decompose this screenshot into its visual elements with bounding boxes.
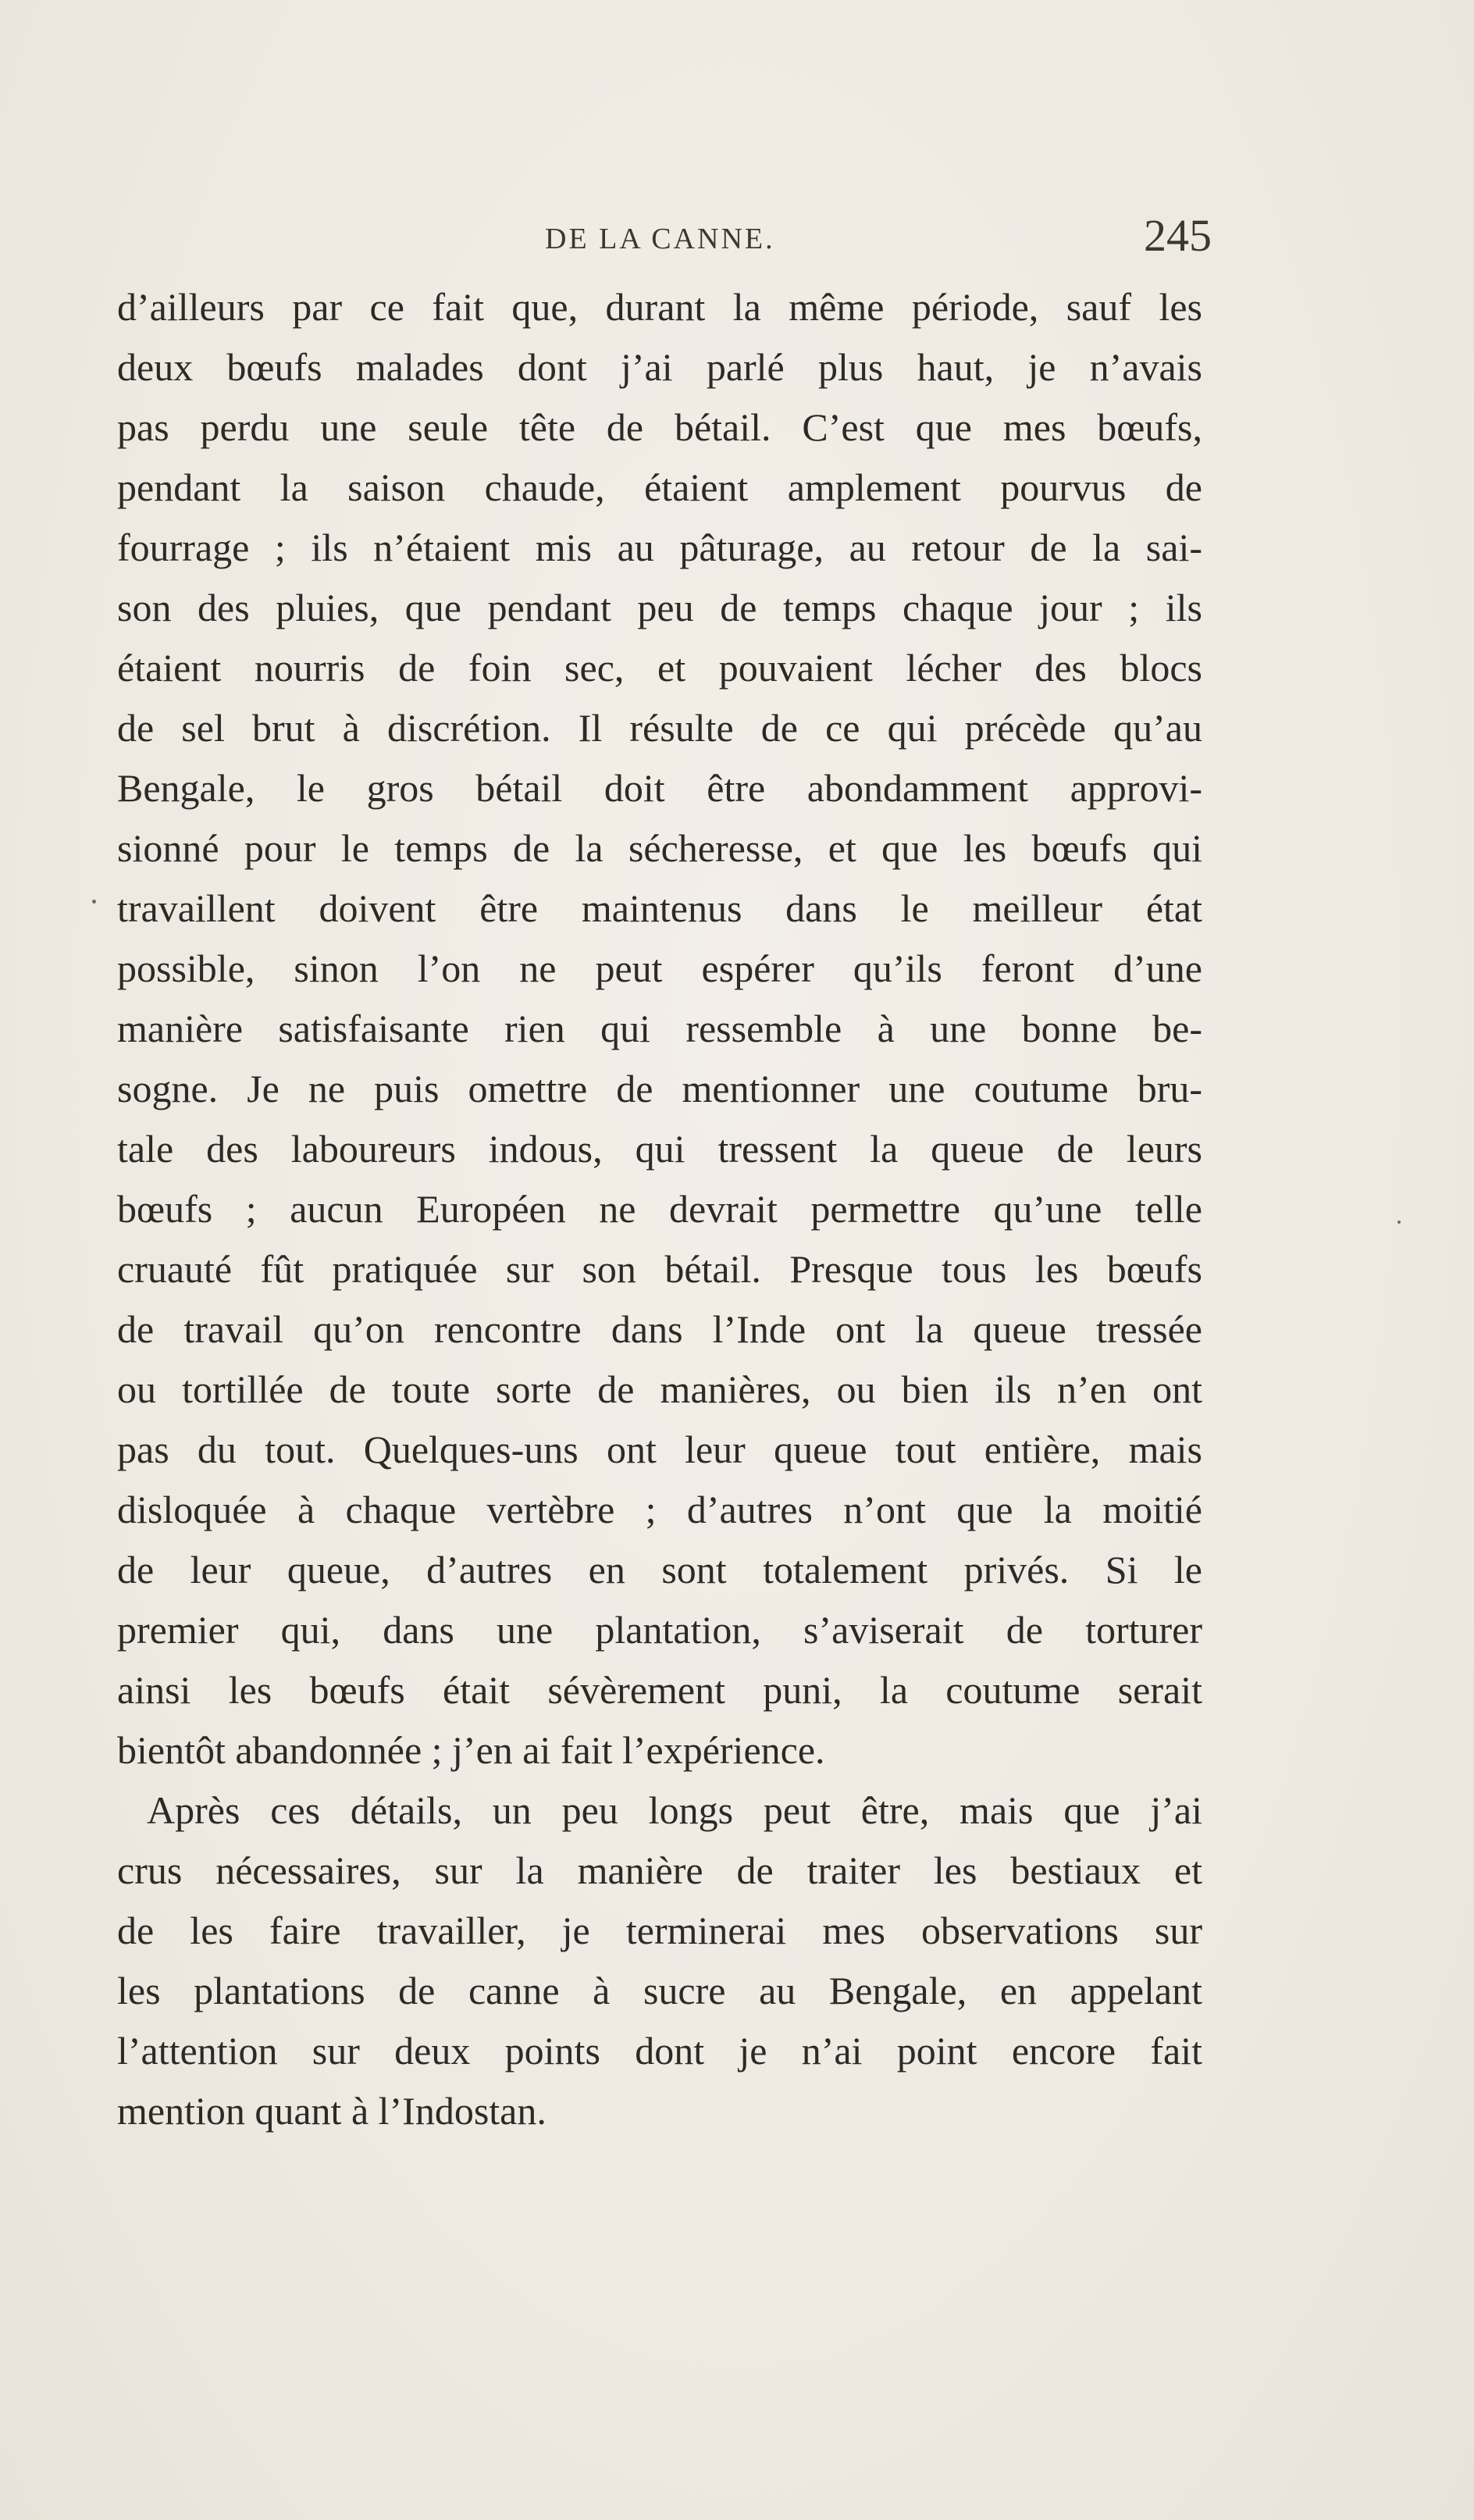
running-title: DE LA CANNE. bbox=[545, 223, 775, 255]
text-line: Après ces détails, un peu longs peut être, mais que j’ai bbox=[147, 1788, 1202, 1832]
text-line: les plantations de canne à sucre au Bengale, en appelant bbox=[117, 1969, 1202, 2012]
text-line: de sel brut à discrétion. Il résulte de ce qui précède qu’au bbox=[117, 706, 1202, 750]
text-line: ou tortillée de toute sorte de manières, ou bien ils n’en ont bbox=[117, 1367, 1202, 1411]
text-line: crus nécessaires, sur la manière de traiter les bestiaux et bbox=[117, 1848, 1202, 1892]
text-line: manière satisfaisante rien qui ressemble à une bonne be- bbox=[117, 1007, 1202, 1050]
running-head bbox=[117, 211, 1210, 266]
paper-speck bbox=[92, 900, 96, 904]
text-line: l’attention sur deux points dont je n’ai point encore fait bbox=[117, 2029, 1202, 2073]
text-line: de les faire travailler, je terminerai mes observations sur bbox=[117, 1909, 1202, 1952]
text-line: mention quant à l’Indostan. bbox=[117, 2089, 547, 2133]
page-number: 245 bbox=[1144, 210, 1212, 261]
text-line: fourrage ; ils n’étaient mis au pâturage, au retour de la sai- bbox=[117, 526, 1202, 569]
text-line: son des pluies, que pendant peu de temps chaque jour ; ils bbox=[117, 586, 1202, 629]
text-line: bientôt abandonnée ; j’en ai fait l’expérience. bbox=[117, 1728, 825, 1772]
text-line: étaient nourris de foin sec, et pouvaient lécher des blocs bbox=[117, 646, 1202, 690]
text-line: cruauté fût pratiquée sur son bétail. Presque tous les bœufs bbox=[117, 1247, 1202, 1291]
text-line: tale des laboureurs indous, qui tressent la queue de leurs bbox=[117, 1127, 1202, 1171]
text-line: pas du tout. Quelques-uns ont leur queue tout entière, mais bbox=[117, 1428, 1202, 1471]
text-line: Bengale, le gros bétail doit être abondamment approvi- bbox=[117, 766, 1202, 810]
text-line: travaillent doivent être maintenus dans le meilleur état bbox=[117, 886, 1202, 930]
text-line: de leur queue, d’autres en sont totalement privés. Si le bbox=[117, 1548, 1202, 1591]
text-line: ainsi les bœufs était sévèrement puni, la coutume serait bbox=[117, 1668, 1202, 1712]
text-line: d’ailleurs par ce fait que, durant la même période, sauf les bbox=[117, 285, 1202, 329]
text-line: sogne. Je ne puis omettre de mentionner une coutume bru- bbox=[117, 1067, 1202, 1110]
text-line: premier qui, dans une plantation, s’aviserait de torturer bbox=[117, 1608, 1202, 1652]
text-line: disloquée à chaque vertèbre ; d’autres n’ont que la moitié bbox=[117, 1488, 1202, 1531]
text-line: de travail qu’on rencontre dans l’Inde ont la queue tressée bbox=[117, 1307, 1202, 1351]
text-line: pas perdu une seule tête de bétail. C’est que mes bœufs, bbox=[117, 405, 1202, 449]
paper-speck bbox=[1397, 1221, 1401, 1224]
body-text bbox=[117, 277, 1202, 2141]
text-line: pendant la saison chaude, étaient amplement pourvus de bbox=[117, 465, 1202, 509]
text-line: sionné pour le temps de la sécheresse, et que les bœufs qui bbox=[117, 826, 1202, 870]
text-line: deux bœufs malades dont j’ai parlé plus haut, je n’avais bbox=[117, 345, 1202, 389]
text-line: possible, sinon l’on ne peut espérer qu’ils feront d’une bbox=[117, 946, 1202, 990]
text-line: bœufs ; aucun Européen ne devrait permettre qu’une telle bbox=[117, 1187, 1202, 1231]
